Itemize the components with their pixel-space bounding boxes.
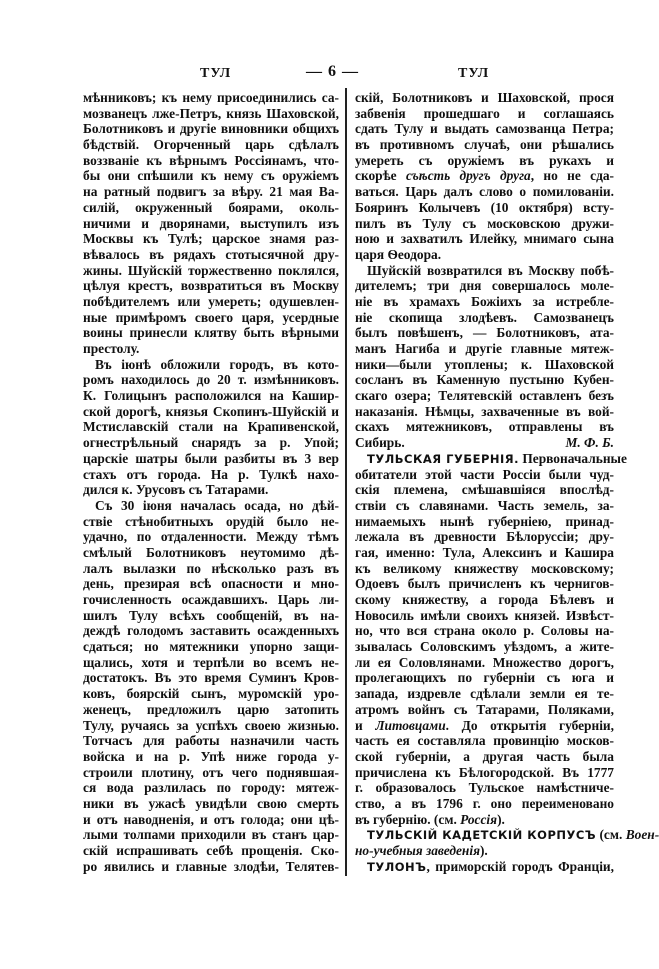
line-text: скій испрашивать себѣ прощенія. Ско-	[83, 843, 339, 858]
text-line	[83, 718, 339, 734]
text-segment: ).	[497, 811, 505, 827]
text-line	[355, 231, 614, 247]
line-text: ники—были утоплены; к. Шаховской	[355, 356, 614, 372]
text-line	[83, 310, 339, 326]
text-line	[83, 670, 339, 686]
line-text: атромъ войнъ съ Татарами, Поляками,	[355, 701, 614, 717]
text-line	[355, 561, 614, 577]
text-line	[355, 388, 614, 404]
line-text: Сибирь.	[355, 435, 405, 451]
text-line	[83, 372, 339, 388]
text-line	[83, 576, 339, 592]
line-text: Одоевъ былъ причисленъ къ чернигов-	[355, 576, 614, 592]
line-text: ваться. Царь далъ слово о помилованіи.	[355, 184, 614, 200]
text-line	[83, 184, 339, 200]
text-line	[83, 216, 339, 232]
line-text: сдать Тулу и выдать самозванца Петра;	[355, 121, 614, 137]
line-text: лалъ вылазки по нѣсколько разъ въ	[83, 560, 339, 576]
text-line	[355, 545, 614, 561]
text-segment: (см.	[596, 827, 626, 843]
line-text: ской губерніи, а другая часть была	[355, 748, 614, 764]
line-text: умереть съ оружіемъ въ рукахъ и	[355, 152, 614, 168]
line-text: щались, хотя и терпѣли во всемъ не-	[83, 654, 339, 670]
text-segment: и	[355, 717, 376, 733]
line-text: скаго озера; Телятевскій оставленъ безъ	[355, 388, 614, 404]
line-text: мозванецъ лже-Петръ, князь Шаховской,	[83, 105, 339, 121]
line-text: строили плотину, отъ чего поднявшая-	[83, 764, 339, 780]
text-line	[355, 639, 614, 655]
italic-text: Воен-	[625, 827, 659, 843]
line-text: сосланъ въ Каменную пустыню Кубен-	[355, 372, 614, 388]
line-text: ною и захватилъ Илейку, мнимаго сына	[355, 231, 614, 247]
line-text: часть ея составляла провинцію москов-	[355, 733, 614, 749]
line-text: мѣнниковъ; къ нему присоединились са-	[83, 90, 339, 105]
line-text: Тотчасъ для работы назначили часть	[83, 733, 339, 749]
text-line	[83, 467, 339, 483]
line-text: бѣдствій. Огорченный царь сдѣлалъ	[83, 137, 339, 153]
text-line	[83, 106, 339, 122]
line-text: цѣлуя крестъ, возвратиться въ Москву	[83, 278, 339, 294]
text-line	[355, 765, 614, 781]
text-line	[83, 325, 339, 341]
text-line	[83, 608, 339, 624]
text-line	[83, 796, 339, 812]
running-head-left: ТУЛ	[200, 66, 232, 81]
text-segment: , приморскій городъ Франціи,	[426, 858, 614, 874]
line-text: Москвы къ Тулѣ; царское знамя раз-	[83, 231, 339, 247]
line-text: огнестрѣльный снарядъ за р. Упой;	[83, 435, 339, 451]
line-text: ли ея Соловлянами. Множество дорогъ,	[355, 654, 614, 670]
text-line	[355, 827, 659, 843]
text-line	[355, 859, 614, 875]
line-text: Съ 30 іюня началась осада, но дѣй-	[95, 497, 339, 513]
text-line	[355, 812, 614, 828]
text-line	[355, 341, 614, 357]
text-line	[83, 388, 339, 404]
line-text: Въ іюнѣ обложили городъ, въ кото-	[95, 356, 339, 372]
text-line	[355, 90, 614, 106]
text-line	[83, 592, 339, 608]
line-text: войска и на р. Упѣ ниже города у-	[83, 748, 339, 764]
line-text: Шуйскій возвратился въ Москву побѣ-	[367, 262, 614, 278]
text-segment: ).	[479, 843, 488, 858]
line-text: гочисленность осаждавшихъ. Царь ли-	[83, 592, 339, 607]
text-line	[355, 529, 614, 545]
line-text: ство, а въ 1796 г. оно переименовано	[355, 795, 614, 811]
italic-text: съѣсть другъ друга	[405, 168, 531, 184]
line-text: причислена къ Бѣлогородской. Въ 1777	[355, 764, 614, 780]
line-text: сдаться; но мятежники упорно защи-	[83, 639, 339, 655]
line-text: ніе въ храмахъ Божіихъ за истребле-	[355, 293, 614, 309]
text-line	[355, 216, 614, 232]
line-text: дился к. Урусовъ съ Татарами.	[83, 482, 269, 498]
text-line	[355, 106, 614, 122]
text-line	[355, 168, 614, 184]
text-segment: въ губернію. (см.	[355, 811, 461, 827]
line-text: шилъ Тулу всѣхъ сообщеній, въ на-	[83, 607, 339, 623]
text-line	[83, 623, 339, 639]
line-text: престолу.	[83, 341, 140, 356]
line-text: жины. Шуйскій торжественно поклялся,	[83, 262, 339, 278]
text-line	[355, 608, 614, 624]
text-line	[83, 498, 339, 514]
text-line	[355, 435, 614, 451]
line-text: день, презирая всѣ опасности и мно-	[83, 576, 339, 592]
text-line	[355, 357, 614, 373]
line-text: Новосиль имѣли своихъ князей. Извѣст-	[355, 607, 614, 623]
line-text: наказанія. Нѣмцы, захваченные въ вой-	[355, 403, 614, 419]
text-line	[83, 749, 339, 765]
text-line	[83, 545, 339, 561]
line-text: вѣвалось въ рядахъ стотысячной дру-	[83, 246, 339, 262]
line-text: бы они спѣшили къ нему съ оружіемъ	[83, 168, 339, 184]
line-text: гая, именно: Тула, Алексинъ и Кашира	[355, 544, 614, 560]
text-line	[355, 498, 614, 514]
text-line	[83, 514, 339, 530]
text-line	[83, 341, 339, 357]
line-text: нимаемыхъ нынѣ губерніею, принад-	[355, 513, 614, 529]
line-text: женецъ, предложилъ царю затопить	[83, 701, 339, 717]
line-text: Бояринъ Колычевъ (10 октября) всту-	[355, 199, 614, 215]
line-text: смѣлый Болотниковъ неутомимо дѣ-	[83, 544, 339, 560]
italic-text: но-учебныя заведенія	[355, 843, 480, 858]
text-line	[355, 278, 614, 294]
text-line	[355, 796, 614, 812]
text-line	[355, 372, 614, 388]
text-line	[355, 467, 614, 483]
line-text: запада, издревле сдѣлали земли ея те-	[355, 686, 614, 702]
line-text: воззваніе къ вѣрнымъ Россіянамъ, что-	[83, 152, 339, 168]
text-line	[83, 765, 339, 781]
text-line	[355, 623, 614, 639]
line-text: удачно, по отдаленности. Между тѣмъ	[83, 529, 339, 545]
text-line	[83, 404, 339, 420]
line-text: ніе скопища злодѣевъ. Самозванецъ	[355, 309, 614, 325]
text-line	[355, 450, 627, 467]
text-line	[83, 827, 339, 843]
text-line	[355, 294, 614, 310]
text-line	[83, 702, 339, 718]
text-line	[355, 702, 614, 718]
line-text: въ противномъ случаѣ, они рѣшались	[355, 137, 614, 153]
line-text: зывалась Соловскимъ уѣздомъ, а жите-	[355, 639, 614, 655]
page-number: — 6 —	[306, 63, 359, 80]
line-text: манъ Нагиба и другіе главные мятеж-	[355, 341, 614, 356]
line-text: Тулу, ручаясь за успѣхъ своею жизнью.	[83, 717, 339, 733]
line-text: царя Ѳеодора.	[355, 246, 442, 262]
text-line	[83, 733, 339, 749]
text-line	[83, 231, 339, 247]
line-text: силій, окруженный боярами, околь-	[83, 199, 339, 215]
text-line	[355, 247, 614, 263]
line-text: ро явились и главные злодѣи, Телятев-	[83, 858, 339, 874]
running-head-right: ТУЛ	[458, 66, 490, 81]
line-text: пилъ въ Тулу съ московскою дружи-	[355, 215, 614, 231]
line-text: ничими и дворянами, выступилъ изъ	[83, 215, 339, 231]
text-line	[355, 404, 614, 420]
text-line	[83, 263, 339, 279]
text-line	[355, 843, 614, 859]
line-text: воины принесли клятву быть вѣрными	[83, 325, 339, 341]
line-text: царскіе шатры были разбиты въ 3 вер	[83, 450, 339, 466]
text-line	[83, 435, 339, 451]
right-column	[355, 90, 659, 874]
entry-heading: ТУЛОНЪ	[367, 859, 427, 874]
text-line	[83, 780, 339, 796]
text-line	[355, 137, 614, 153]
text-line	[83, 294, 339, 310]
line-text: обитатели этой части Россіи были чуд-	[355, 466, 614, 482]
line-text: К. Голицынъ расположился на Кашир-	[83, 388, 339, 404]
column-divider	[345, 88, 347, 876]
line-text: ные примѣромъ своего царя, усердные	[83, 309, 339, 325]
text-line	[83, 357, 339, 373]
text-line	[83, 482, 339, 498]
line-text: на ратный подвигъ за вѣру. 21 мая Ва-	[83, 184, 339, 200]
text-line	[83, 655, 339, 671]
line-text: деждѣ голодомъ заставить осажденныхъ	[83, 623, 339, 639]
text-line	[83, 451, 339, 467]
line-text: ники въ ужасѣ увидѣли свою смерть	[83, 795, 339, 811]
line-text: достатокъ. Въ это время Суминъ Кров-	[83, 670, 339, 686]
text-line	[355, 718, 614, 734]
text-line	[355, 592, 614, 608]
text-line	[355, 263, 614, 279]
text-line	[83, 200, 339, 216]
text-line	[355, 733, 614, 749]
text-line	[83, 843, 339, 859]
line-text: дителемъ; три дня совершалось моле-	[355, 278, 614, 294]
text-line	[355, 749, 614, 765]
left-column	[83, 90, 339, 874]
line-text: но, что вся страна около р. Соловы на-	[355, 623, 614, 639]
line-text: ся вода разлилась по городу: мятеж-	[83, 780, 339, 796]
line-text: ской дорогѣ, князья Скопинъ-Шуйскій и	[83, 403, 339, 419]
text-line	[355, 780, 614, 796]
text-line	[83, 561, 339, 577]
italic-text: Россія	[460, 811, 498, 827]
text-line	[355, 670, 614, 686]
line-text: ствіи съ славянами. Часть земель, за-	[355, 497, 614, 513]
text-segment: . До открытія губерніи,	[445, 717, 614, 733]
text-line	[355, 482, 614, 498]
italic-text: Литовцами	[375, 717, 446, 733]
text-line	[355, 153, 614, 169]
text-line	[83, 639, 339, 655]
entry-heading: ТУЛЬСКІЙ КАДЕТСКІЙ КОРПУСЪ	[367, 828, 597, 843]
text-line	[83, 859, 339, 875]
text-line	[83, 247, 339, 263]
text-segment: скорѣе	[355, 168, 406, 184]
line-text: скому княжеству, а города Бѣлевъ и	[355, 592, 614, 607]
text-line	[83, 686, 339, 702]
text-line	[355, 121, 614, 137]
text-line	[83, 90, 339, 106]
line-text: ковъ, боярскій сынъ, муромскій уро-	[83, 686, 339, 702]
line-text: забвенія прошедшаго и соглашаясь	[355, 105, 614, 121]
text-line	[83, 168, 339, 184]
text-line	[355, 514, 614, 530]
line-text: стахъ отъ города. На р. Тулкѣ нахо-	[83, 466, 339, 482]
text-line	[355, 200, 614, 216]
text-line	[83, 153, 339, 169]
text-line	[355, 310, 614, 326]
text-line	[83, 812, 339, 828]
line-text: былъ повѣшенъ, — Болотниковъ, ата-	[355, 325, 614, 341]
text-line	[355, 419, 614, 435]
line-text: скія племена, смѣшавшіяся впослѣд-	[355, 482, 614, 498]
text-line	[83, 278, 339, 294]
line-text: лежала въ древности Бѣлоруссіи; дру-	[355, 529, 614, 545]
line-text: побѣдителемъ или умереть; одушевлен-	[83, 293, 339, 309]
text-line	[355, 655, 614, 671]
line-text: скахъ мятежниковъ, отправлены въ	[355, 419, 614, 435]
line-text: Мстиславскій стали на Крапивенской,	[83, 419, 339, 435]
text-line	[83, 121, 339, 137]
text-line	[83, 137, 339, 153]
line-text: пролегающихъ по губерніи съ юга и	[355, 670, 614, 686]
text-segment: Первоначальные	[519, 450, 627, 466]
line-text: скій, Болотниковъ и Шаховской, прося	[355, 90, 614, 105]
text-line	[355, 686, 614, 702]
line-text: ствіе стѣнобитныхъ орудій было не-	[83, 513, 339, 529]
line-text: къ великому княжеству московскому;	[355, 560, 614, 576]
text-segment: , но не сда-	[530, 168, 614, 184]
text-line	[355, 184, 614, 200]
text-line	[83, 419, 339, 435]
author-signature: М. Ф. Б.	[565, 435, 614, 451]
line-text: лыми толпами приходили въ станъ цар-	[83, 827, 339, 843]
entry-heading: ТУЛЬСКАЯ ГУБЕРНІЯ.	[367, 451, 519, 466]
line-text: Болотниковъ и другіе виновники общихъ	[83, 121, 339, 137]
text-line	[355, 325, 614, 341]
line-text: г. образовалось Тульское намѣстниче-	[355, 780, 614, 796]
text-line	[83, 529, 339, 545]
line-text: ромъ находилось до 20 т. измѣнниковъ.	[83, 372, 339, 388]
text-line	[355, 576, 614, 592]
line-text: и отъ наводненія, и отъ голода; они цѣ-	[83, 811, 339, 827]
